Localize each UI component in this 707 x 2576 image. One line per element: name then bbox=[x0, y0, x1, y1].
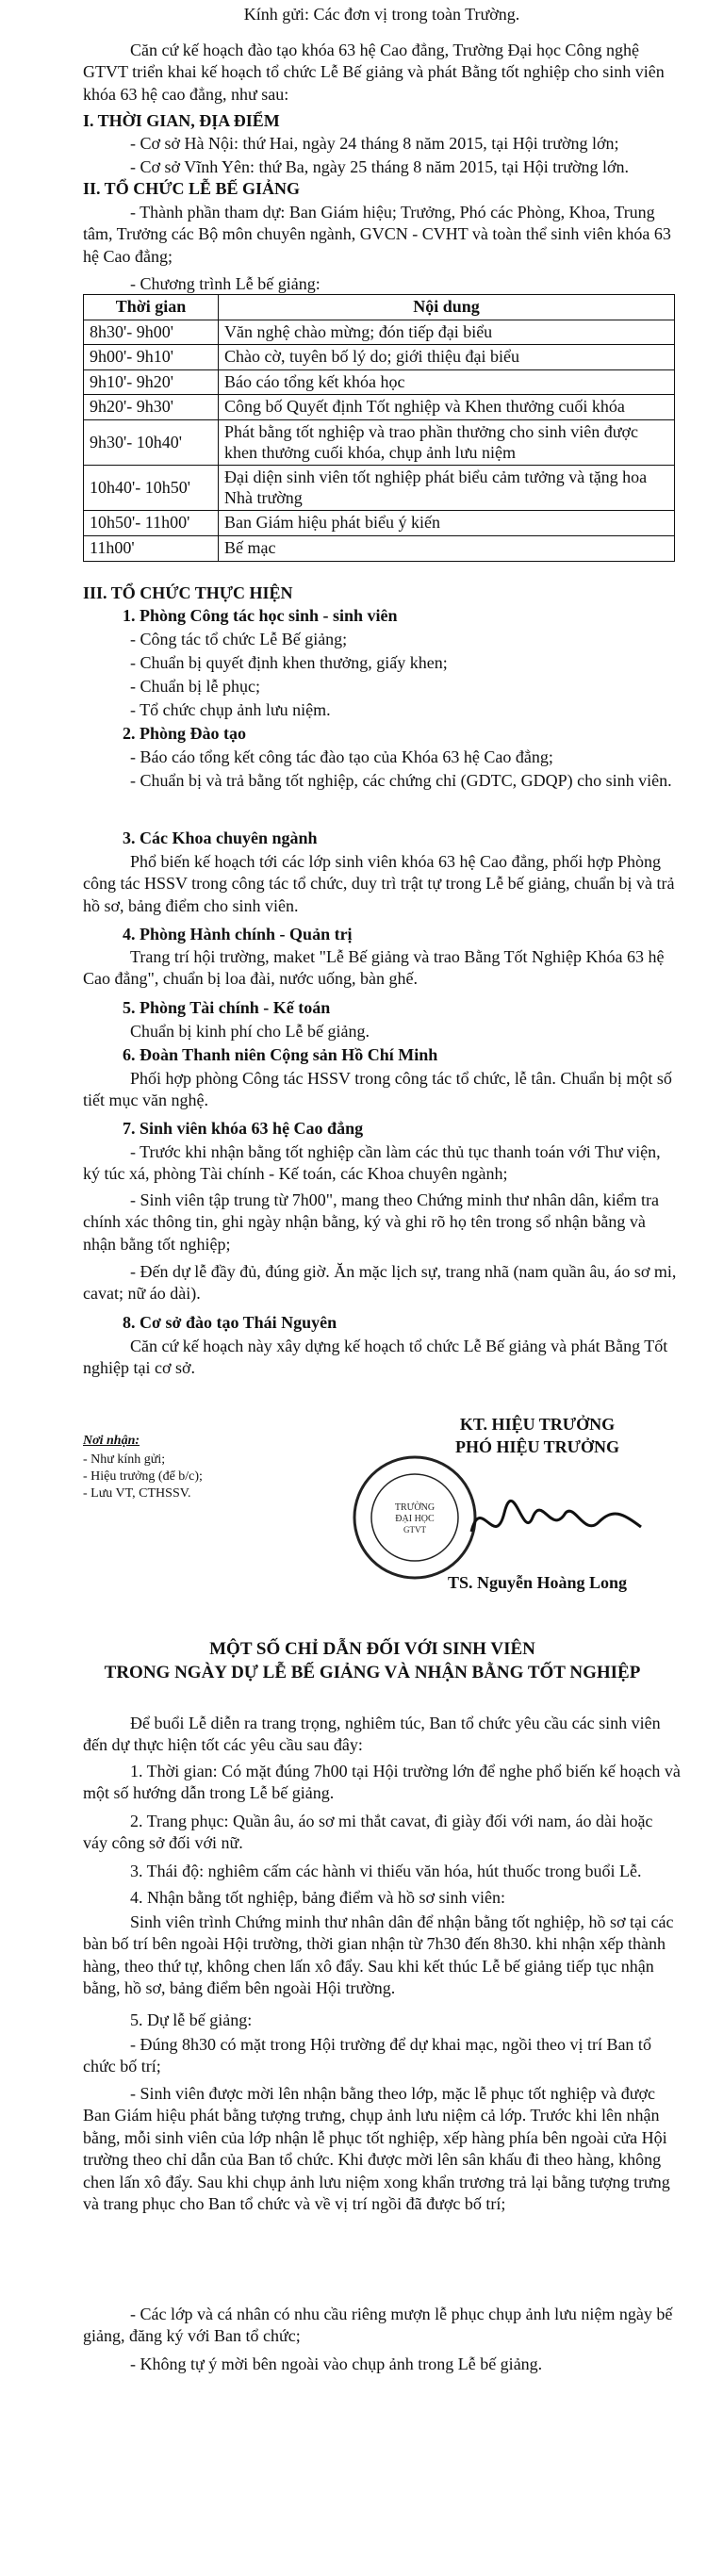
table-row bbox=[84, 419, 675, 465]
section-1-item-1: - Cơ sở Hà Nội: thứ Hai, ngày 24 tháng 8 năm 2015, tại Hội trường lớn; bbox=[130, 134, 619, 153]
unit-5-item: Chuẩn bị kinh phí cho Lễ bế giảng. bbox=[130, 1022, 370, 1041]
row-content: Phát bằng tốt nghiệp và trao phần thưởng cho sinh viên được khen thưởng cuối khóa, chụp ảnh lưu niệm bbox=[219, 419, 675, 465]
signer-name: TS. Nguyễn Hoàng Long bbox=[447, 1573, 628, 1592]
svg-text:ĐẠI HỌC: ĐẠI HỌC bbox=[395, 1514, 435, 1524]
unit-8-item: Căn cứ kế hoạch này xây dựng kế hoạch tổ chức Lễ Bế giảng và phát Bằng Tốt nghiệp tại cơ sở. bbox=[83, 1337, 668, 1378]
unit-2-item: - Báo cáo tổng kết công tác đào tạo của Khóa 63 hệ Cao đẳng; bbox=[130, 747, 553, 766]
unit-5-title: 5. Phòng Tài chính - Kế toán bbox=[123, 998, 331, 1017]
row-time: 10h40'- 10h50' bbox=[84, 466, 219, 511]
guide-item-4: 4. Nhận bằng tốt nghiệp, bảng điểm và hồ sơ sinh viên: bbox=[130, 1888, 505, 1907]
unit-3-item: Phổ biến kế hoạch tới các lớp sinh viên khóa 63 hệ Cao đẳng, phối hợp Phòng công tác HSSV trong công tác tổ chức, duy trì trật tự trong Lễ bế giảng, chuẩn bị và trả hồ sơ, bảng điểm cho sinh viên. bbox=[83, 852, 675, 915]
header-time: Thời gian bbox=[84, 295, 219, 320]
guide-item-5b: - Sinh viên được mời lên nhận bằng theo lớp, mặc lễ phục tốt nghiệp và được Ban Giám hiệu phát bằng tượng trưng, chụp ảnh lưu niệm cả lớp. Trước khi lên nhận bằng, mỗi sinh viên của lớp nhận lễ phục tốt nghiệp, xếp hàng phía bên ngoài cửa Hội trường theo chỉ dẫn của Ban tổ chức. Khi được mời lên sân khấu đi theo hàng, không chen lấn xô đẩy. Sau khi chụp ảnh lưu niệm xong khẩn trương trả lại bằng tượng trưng và trang phục cho Ban tổ chức và về vị trí ngồi đã được bố trí; bbox=[83, 2084, 670, 2213]
row-time: 9h30'- 10h40' bbox=[84, 419, 219, 465]
program-table bbox=[83, 294, 675, 562]
guide-title-1: MỘT SỐ CHỈ DẪN ĐỐI VỚI SINH VIÊN bbox=[209, 1639, 535, 1659]
guide-item-2: 2. Trang phục: Quần âu, áo sơ mi thắt cavat, đi giày đối với nam, áo dài hoặc váy công sở đối với nữ. bbox=[83, 1812, 653, 1853]
unit-7-item: - Trước khi nhận bằng tốt nghiệp cần làm các thủ tục thanh toán với Thư viện, ký túc xá, phòng Tài chính - Kế toán, các Khoa chuyên ngành; bbox=[83, 1142, 661, 1184]
guide-item-5: 5. Dự lễ bế giảng: bbox=[130, 2010, 253, 2029]
section-2-program-label: - Chương trình Lễ bế giảng: bbox=[130, 274, 321, 293]
signature-line-1: KT. HIỆU TRƯỞNG bbox=[459, 1415, 616, 1434]
section-1-item-2: - Cơ sở Vĩnh Yên: thứ Ba, ngày 25 tháng 8 năm 2015, tại Hội trường lớn. bbox=[130, 157, 630, 176]
row-content: Công bố Quyết định Tốt nghiệp và Khen thưởng cuối khóa bbox=[219, 395, 675, 420]
row-time: 11h00' bbox=[84, 535, 219, 561]
table-row bbox=[84, 511, 675, 536]
svg-text:GTVT: GTVT bbox=[403, 1525, 426, 1534]
guide-title-2: TRONG NGÀY DỰ LỄ BẾ GIẢNG VÀ NHẬN BẰNG TỐT NGHIỆP bbox=[104, 1663, 641, 1682]
guide-item-4-detail: Sinh viên trình Chứng minh thư nhân dân để nhận bằng tốt nghiệp, hồ sơ tại các bàn bố trí bên ngoài Hội trường, thời gian nhận từ 7h30 đến 8h30. khi nhận xếp thành hàng, theo thứ tự, không chen lấn xô đẩy. Sau khi kết thúc Lễ bế giảng tiếp tục nhận bằng, hồ sơ, bảng điểm bên ngoài Hội trường. bbox=[83, 1912, 674, 1998]
row-content: Đại diện sinh viên tốt nghiệp phát biểu cảm tưởng và tặng hoa Nhà trường bbox=[219, 466, 675, 511]
official-stamp-icon bbox=[349, 1452, 481, 1583]
recipient-item: - Như kính gửi; bbox=[83, 1452, 166, 1467]
unit-1-item: - Chuẩn bị lễ phục; bbox=[130, 677, 260, 696]
section-2-participants: - Thành phần tham dự: Ban Giám hiệu; Trưởng, Phó các Phòng, Khoa, Trung tâm, Trưởng các Bộ môn chuyên ngành, GVCN - CVHT và toàn thể sinh viên khóa 63 hệ Cao đẳng; bbox=[83, 203, 671, 266]
table-row bbox=[84, 395, 675, 420]
table-row bbox=[84, 320, 675, 345]
unit-8-title: 8. Cơ sở đào tạo Thái Nguyên bbox=[123, 1313, 337, 1332]
unit-3-title: 3. Các Khoa chuyên ngành bbox=[123, 829, 318, 847]
unit-7-title: 7. Sinh viên khóa 63 hệ Cao đẳng bbox=[123, 1119, 364, 1138]
section-3-title: III. TỔ CHỨC THỰC HIỆN bbox=[83, 583, 293, 602]
unit-4-title: 4. Phòng Hành chính - Quản trị bbox=[123, 925, 353, 943]
table-row bbox=[84, 345, 675, 370]
unit-6-title: 6. Đoàn Thanh niên Cộng sản Hồ Chí Minh bbox=[123, 1045, 438, 1064]
unit-2-item: - Chuẩn bị và trả bằng tốt nghiệp, các chứng chỉ (GDTC, GDQP) cho sinh viên. bbox=[130, 771, 672, 790]
unit-1-item: - Chuẩn bị quyết định khen thưởng, giấy khen; bbox=[130, 653, 448, 672]
table-row bbox=[84, 535, 675, 561]
signature-line-2: PHÓ HIỆU TRƯỞNG bbox=[454, 1437, 619, 1456]
guide-item-5c: - Các lớp và cá nhân có nhu cầu riêng mượn lễ phục chụp ảnh lưu niệm ngày bế giảng, đăng ký với Ban tổ chức; bbox=[83, 2305, 673, 2346]
guide-item-5d: - Không tự ý mời bên ngoài vào chụp ảnh trong Lễ bế giảng. bbox=[130, 2354, 543, 2373]
unit-7-item: - Sinh viên tập trung từ 7h00", mang theo Chứng minh thư nhân dân, kiểm tra chính xác thông tin, ghi ngày nhận bằng, ký và ghi rõ họ tên trong sổ nhận bằng và nhận bằng tốt nghiệp; bbox=[83, 1190, 660, 1254]
row-content: Ban Giám hiệu phát biểu ý kiến bbox=[219, 511, 675, 536]
unit-2-title: 2. Phòng Đào tạo bbox=[123, 724, 247, 743]
guide-item-1: 1. Thời gian: Có mặt đúng 7h00 tại Hội trường lớn để nghe phổ biến kế hoạch và một số hướng dẫn trong Lễ bế giảng. bbox=[83, 1762, 681, 1803]
guide-item-3: 3. Thái độ: nghiêm cấm các hành vi thiếu văn hóa, hút thuốc trong buổi Lễ. bbox=[130, 1862, 642, 1880]
unit-4-item: Trang trí hội trường, maket "Lễ Bế giảng và trao Bằng Tốt Nghiệp Khóa 63 hệ Cao đẳng", chuẩn bị loa đài, nước uống, bàn ghế. bbox=[83, 947, 665, 989]
recipient-item: - Hiệu trưởng (để b/c); bbox=[83, 1469, 203, 1484]
row-time: 9h00'- 9h10' bbox=[84, 345, 219, 370]
handwritten-signature-icon bbox=[462, 1485, 650, 1560]
row-time: 8h30'- 9h00' bbox=[84, 320, 219, 345]
row-time: 10h50'- 11h00' bbox=[84, 511, 219, 536]
row-content: Bế mạc bbox=[219, 535, 675, 561]
row-time: 9h20'- 9h30' bbox=[84, 395, 219, 420]
unit-7-item: - Đến dự lễ đầy đủ, đúng giờ. Ăn mặc lịch sự, trang nhã (nam quần âu, áo sơ mi, cavat; nữ áo dài). bbox=[83, 1262, 677, 1304]
unit-6-item: Phối hợp phòng Công tác HSSV trong công tác tổ chức, lễ tân. Chuẩn bị một số tiết mục văn nghệ. bbox=[83, 1069, 672, 1110]
table-row bbox=[84, 369, 675, 395]
guide-item-5a: - Đúng 8h30 có mặt trong Hội trường để dự khai mạc, ngồi theo vị trí Ban tổ chức bố trí; bbox=[83, 2035, 651, 2076]
row-content: Báo cáo tổng kết khóa học bbox=[219, 369, 675, 395]
svg-text:TRƯỜNG: TRƯỜNG bbox=[394, 1502, 436, 1513]
intro-paragraph: Căn cứ kế hoạch đào tạo khóa 63 hệ Cao đẳng, Trường Đại học Công nghệ GTVT triển khai kế hoạch tổ chức Lễ Bế giảng và phát Bằng tốt nghiệp cho sinh viên khóa 63 hệ cao đẳng, như sau: bbox=[83, 41, 665, 104]
unit-1-item: - Công tác tổ chức Lễ Bế giảng; bbox=[130, 630, 348, 648]
section-2-title: II. TỔ CHỨC LỄ BẾ GIẢNG bbox=[83, 179, 301, 198]
unit-1-title: 1. Phòng Công tác học sinh - sinh viên bbox=[123, 606, 398, 625]
table-row bbox=[84, 466, 675, 511]
greeting: Kính gửi: Các đơn vị trong toàn Trường. bbox=[243, 5, 520, 24]
header-content: Nội dung bbox=[219, 295, 675, 320]
table-header-row bbox=[84, 295, 675, 320]
section-1-title: I. THỜI GIAN, ĐỊA ĐIỂM bbox=[83, 111, 280, 130]
recipient-item: - Lưu VT, CTHSSV. bbox=[83, 1486, 191, 1501]
row-content: Văn nghệ chào mừng; đón tiếp đại biểu bbox=[219, 320, 675, 345]
unit-1-item: - Tổ chức chụp ảnh lưu niệm. bbox=[130, 700, 331, 719]
row-content: Chào cờ, tuyên bố lý do; giới thiệu đại biểu bbox=[219, 345, 675, 370]
recipients-label: Nơi nhận: bbox=[83, 1434, 140, 1448]
row-time: 9h10'- 9h20' bbox=[84, 369, 219, 395]
guide-intro: Để buổi Lễ diễn ra trang trọng, nghiêm túc, Ban tổ chức yêu cầu các sinh viên đến dự thực hiện tốt các yêu cầu sau đây: bbox=[83, 1714, 661, 1755]
